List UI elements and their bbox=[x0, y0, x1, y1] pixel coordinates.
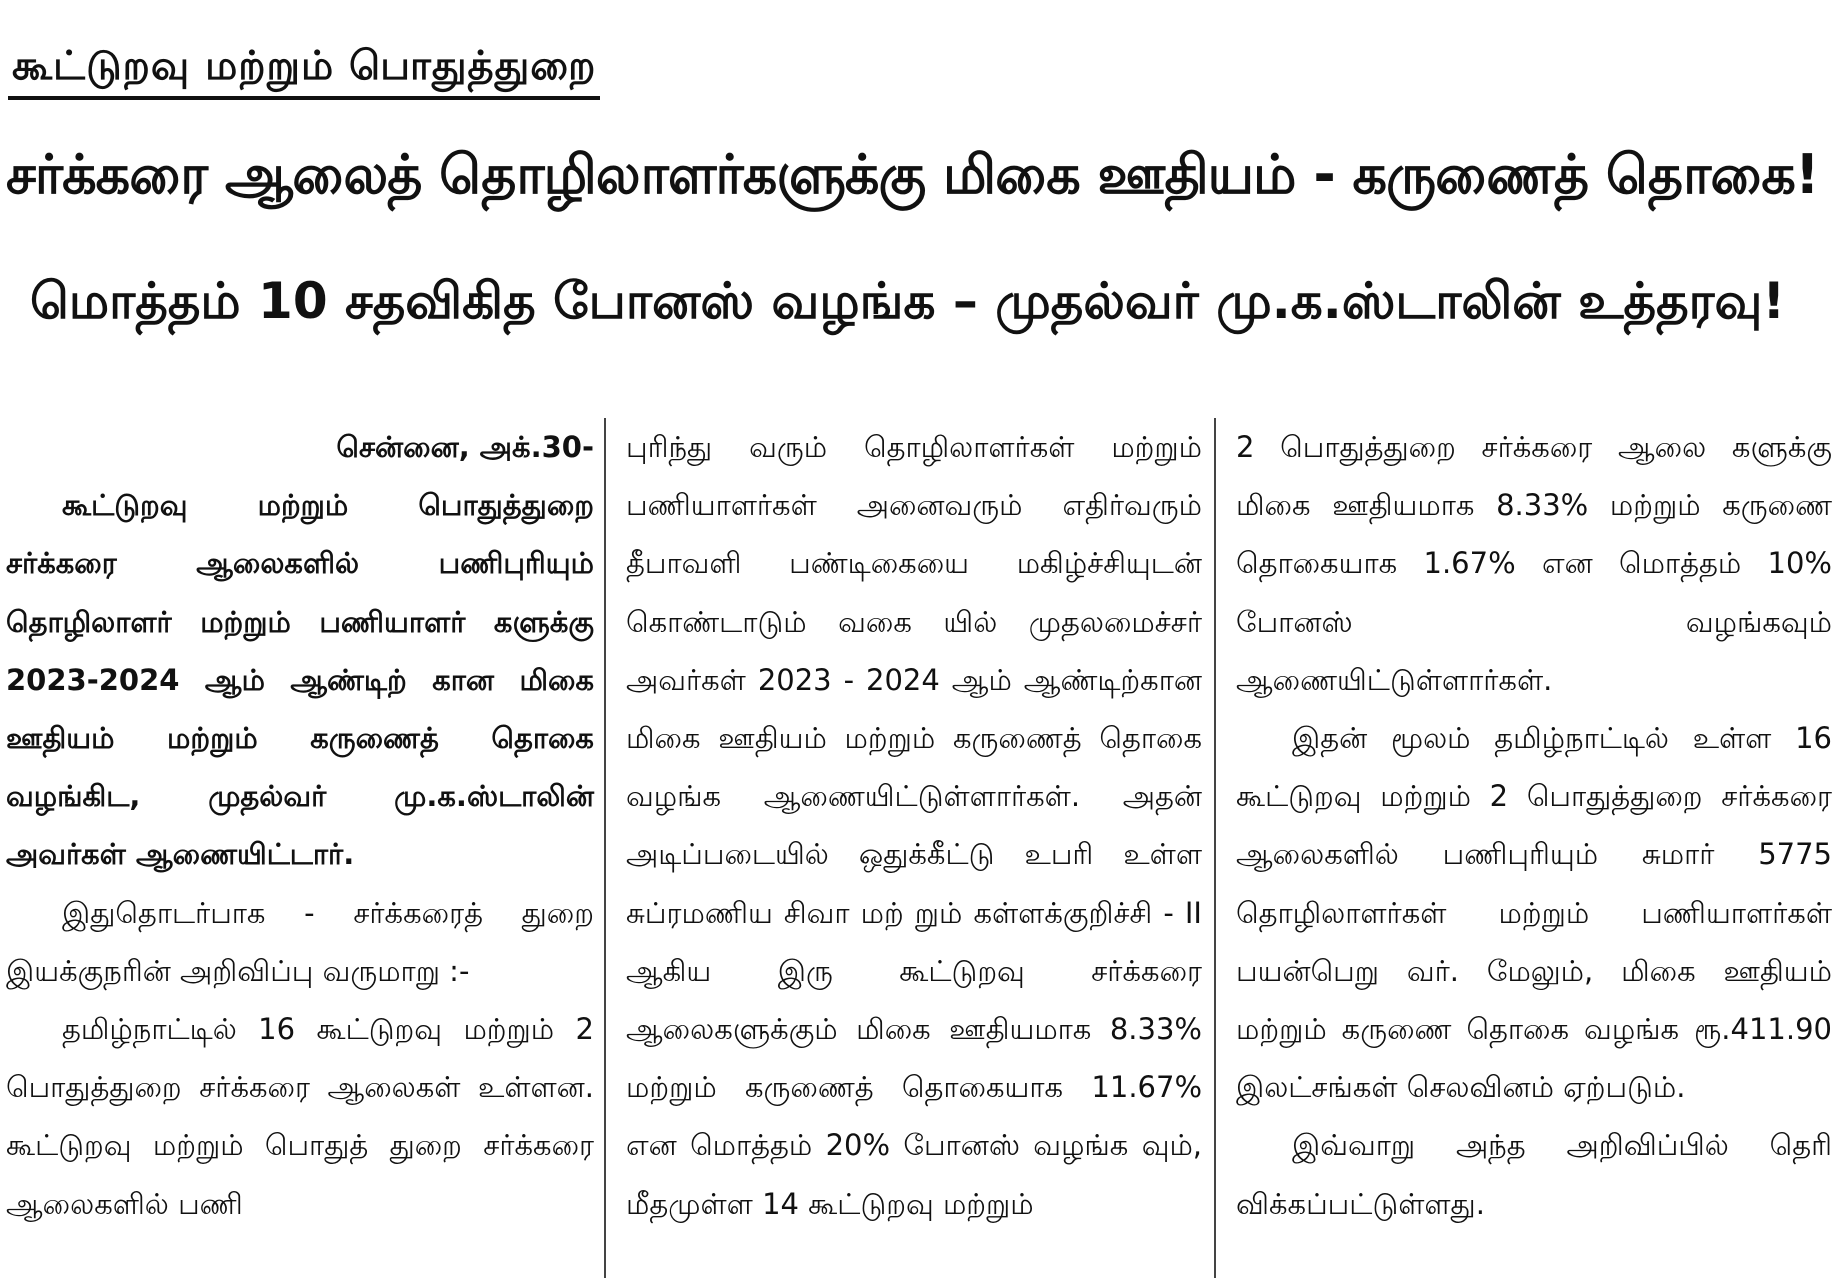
paragraph: இதன் மூலம் தமிழ்நாட்டில் உள்ள 16 கூட்டுறவு மற்றும் 2 பொதுத்துறை சர்க்கரை ஆலைகளில் பணிபுரியும் சுமார் 5775 தொழிலாளர்கள் மற்றும் பணியாளர்கள் பயன்பெறு வர். மேலும், மிகை ஊதியம் மற்றும் கருணை தொகை வழங்க ரூ.411.90 இலட்சங்கள் செலவினம் ஏற்படும். bbox=[1236, 721, 1832, 1105]
subheadline: மொத்தம் 10 சதவிகித போனஸ் வழங்க – முதல்வர் மு.க.ஸ்டாலின் உத்தரவு! bbox=[30, 272, 1786, 330]
lead-paragraph: கூட்டுறவு மற்றும் பொதுத்துறை சர்க்கரை ஆலைகளில் பணிபுரியும் தொழிலாளர் மற்றும் பணியாளர் களுக்கு 2023-2024 ஆம் ஆண்டிற் கான மிகை ஊதியம் மற்றும் கருணைத் தொகை வழங்கிட, முதல்வர் மு.க.ஸ்டாலின் அவர்கள் ஆணையிட்டார். bbox=[6, 488, 594, 872]
paragraph: புரிந்து வரும் தொழிலாளர்கள் மற்றும் பணியாளர்கள் அனைவரும் எதிர்வரும் தீபாவளி பண்டிகையை மகிழ்ச்சியுடன் கொண்டாடும் வகை யில் முதலமைச்சர் அவர்கள் 2023 - 2024 ஆம் ஆண்டிற்கான மிகை ஊதியம் மற்றும் கருணைத் தொகை வழங்க ஆணையிட்டுள்ளார்கள். அதன் அடிப்படையில் ஒதுக்கீட்டு உபரி உள்ள சுப்ரமணிய சிவா மற் றும் கள்ளக்குறிச்சி - II ஆகிய இரு கூட்டுறவு சர்க்கரை ஆலைகளுக்கும் மிகை ஊதியமாக 8.33% மற்றும் கருணைத் தொகையாக 11.67% என மொத்தம் 20% போனஸ் வழங்க வும், மீதமுள்ள 14 கூட்டுறவு மற்றும் bbox=[626, 430, 1202, 1221]
paragraph: தமிழ்நாட்டில் 16 கூட்டுறவு மற்றும் 2 பொதுத்துறை சர்க்கரை ஆலைகள் உள்ளன. கூட்டுறவு மற்றும் பொதுத் துறை சர்க்கரை ஆலைகளில் பணி bbox=[6, 1012, 594, 1221]
article-column-1 bbox=[6, 418, 606, 1278]
article-column-3 bbox=[1216, 418, 1832, 1278]
headline: சர்க்கரை ஆலைத் தொழிலாளர்களுக்கு மிகை ஊதியம் - கருணைத் தொகை! bbox=[6, 143, 1819, 206]
article-columns bbox=[6, 418, 1832, 1278]
paragraph: இவ்வாறு அந்த அறிவிப்பில் தெரி விக்கப்பட்டுள்ளது. bbox=[1236, 1128, 1832, 1221]
article-column-2 bbox=[606, 418, 1216, 1278]
dateline: சென்னை, அக்.30- bbox=[336, 430, 594, 464]
section-label: கூட்டுறவு மற்றும் பொதுத்துறை bbox=[8, 38, 600, 100]
paragraph: 2 பொதுத்துறை சர்க்கரை ஆலை களுக்கு மிகை ஊதியமாக 8.33% மற்றும் கருணை தொகையாக 1.67% என மொத்தம் 10% போனஸ் வழங்கவும் ஆணையிட்டுள்ளார்கள். bbox=[1236, 430, 1832, 697]
paragraph: இதுதொடர்பாக - சர்க்கரைத் துறை இயக்குநரின் அறிவிப்பு வருமாறு :- bbox=[6, 895, 594, 988]
